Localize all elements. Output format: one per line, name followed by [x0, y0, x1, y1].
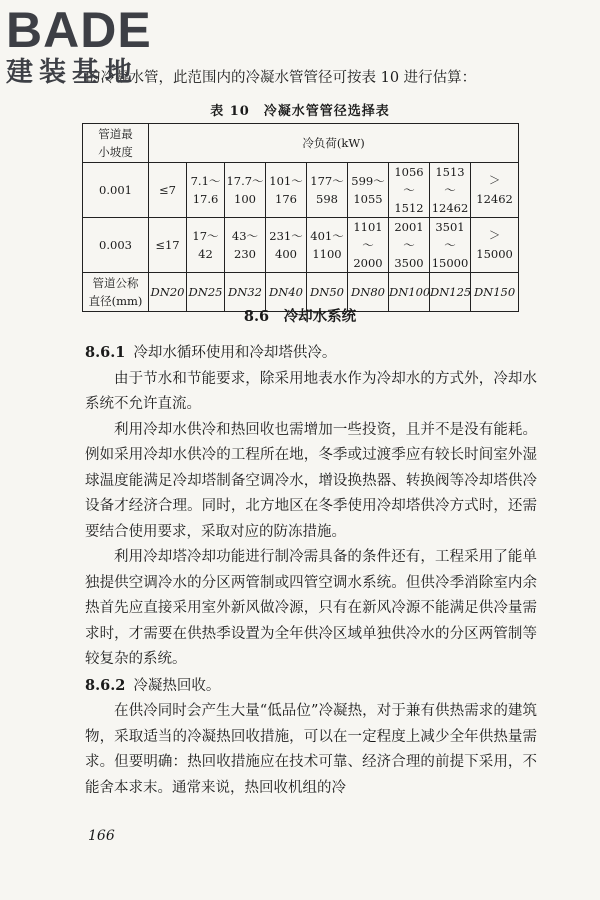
header-slope-line2: 小坡度	[98, 145, 133, 159]
paragraph: 由于节水和节能要求，除采用地表水作为冷却水的方式外，冷却水系统不允许直流。	[85, 370, 537, 412]
intro-line: 的冷凝水管，此范围内的冷凝水管管径可按表 10 进行估算：	[86, 70, 477, 86]
table-cell	[307, 163, 348, 218]
cell-bottom: 2000	[353, 256, 383, 270]
cell-top: 7.1～	[190, 174, 221, 188]
cell-bottom: 17.6	[192, 192, 219, 206]
table-row	[83, 163, 519, 218]
watermark-subtitle: 建装基地	[6, 57, 138, 88]
row-slope: 0.003	[83, 218, 149, 273]
table-cell: ＞15000	[471, 218, 519, 273]
page-number: 166	[88, 828, 115, 844]
cell-top: 401～	[310, 229, 344, 243]
cell-top: 599～	[351, 174, 385, 188]
dn-cell: DN40	[266, 273, 307, 312]
dn-cell: DN125	[430, 273, 471, 312]
table-cell	[225, 218, 266, 273]
body-text	[85, 340, 537, 801]
dn-header-line1: 管道公称	[92, 276, 139, 290]
table-cell	[266, 218, 307, 273]
table-cell	[430, 218, 471, 273]
dn-cell: DN20	[149, 273, 187, 312]
cell-top: 1101～	[353, 220, 383, 252]
clause-heading: 冷却水循环使用和冷却塔供冷。	[133, 345, 337, 361]
cell-top: 1513～	[435, 165, 465, 197]
cell-bottom: 598	[316, 192, 338, 206]
condensate-pipe-table	[82, 123, 519, 312]
table-cell	[389, 218, 430, 273]
cell-bottom: 100	[234, 192, 256, 206]
cell-top: 2001～	[394, 220, 424, 252]
cell-top: 17～	[192, 229, 219, 243]
cell-top: 43～	[231, 229, 259, 243]
table-cell: ≤7	[149, 163, 187, 218]
row-slope: 0.001	[83, 163, 149, 218]
section-title: 8.6 冷却水系统	[243, 308, 357, 325]
table-cell	[187, 163, 225, 218]
table-header-row	[83, 124, 519, 163]
table-cell	[225, 163, 266, 218]
cell-top: 3501～	[435, 220, 465, 252]
dn-cell: DN32	[225, 273, 266, 312]
clause-number: 8.6.2	[85, 676, 126, 694]
table-cell	[348, 163, 389, 218]
clause-heading: 冷凝热回收。	[133, 677, 221, 694]
header-slope-line1: 管道最	[98, 127, 133, 141]
table-cell: ≤17	[149, 218, 187, 273]
paragraph: 利用冷却塔冷却功能进行制冷需具备的条件还有，工程采用了能单独提供空调冷水的分区两管制或四管空调水系统。但供冷季消除室内余热首先应直接采用室外新风做冷源，只有在新风冷源不能满足供冷量需求时，才需要在供热季设置为全年供冷区域单独供冷水的分区两管制等较复杂的系统。	[85, 549, 537, 667]
cell-top: 231～	[269, 229, 303, 243]
clause-8-6-2	[85, 673, 537, 700]
cell-bottom: 15000	[431, 256, 469, 270]
cell-bottom: 176	[275, 192, 297, 206]
clause-8-6-1	[85, 340, 537, 367]
cell-bottom: 42	[198, 247, 213, 261]
dn-cell: DN25	[187, 273, 225, 312]
table-cell	[266, 163, 307, 218]
dn-header-line2: 直径(mm)	[88, 294, 143, 308]
watermark-logo	[6, 4, 152, 88]
cell-bottom: 1512	[394, 201, 424, 215]
table-row	[83, 218, 519, 273]
table-title: 表 10 冷凝水管管径选择表	[210, 104, 390, 119]
cell-top: 1056～	[394, 165, 424, 197]
cell-top: 101～	[269, 174, 303, 188]
table-cell: ＞12462	[471, 163, 519, 218]
dn-cell: DN80	[348, 273, 389, 312]
table-cell	[430, 163, 471, 218]
table-cell	[187, 218, 225, 273]
table-cell	[348, 218, 389, 273]
cell-top: 177～	[310, 174, 344, 188]
cell-bottom: 1055	[353, 192, 383, 206]
cell-bottom: 400	[275, 247, 297, 261]
cell-top: 17.7～	[226, 174, 264, 188]
table-cell	[389, 163, 430, 218]
cell-bottom: 230	[234, 247, 256, 261]
cell-bottom: 3500	[394, 256, 424, 270]
paragraph: 在供冷同时会产生大量“低品位”冷凝热，对于兼有供热需求的建筑物，采取适当的冷凝热回收措施，可以在一定程度上减少全年供热量需求。但要明确：热回收措施应在技术可靠、经济合理的前提下采用，不能舍本求末。通常来说，热回收机组的冷	[85, 703, 537, 796]
table-cell	[307, 218, 348, 273]
dn-cell: DN150	[471, 273, 519, 312]
dn-cell: DN100	[389, 273, 430, 312]
paragraph: 利用冷却水供冷和热回收也需增加一些投资，且并不是没有能耗。例如采用冷却水供冷的工程所在地，冬季或过渡季应有较长时间室外湿球温度能满足冷却塔制备空调冷水，增设换热器、转换阀等冷却塔供冷设备才经济合理。同时，北方地区在冬季使用冷却塔供冷方式时，还需要结合使用要求，采取对应的防冻措施。	[85, 421, 537, 540]
watermark-logo-text: BADE	[6, 2, 152, 58]
clause-number: 8.6.1	[85, 344, 126, 361]
cell-bottom: 1100	[312, 247, 342, 261]
dn-cell: DN50	[307, 273, 348, 312]
header-slope	[83, 124, 149, 163]
header-load: 冷负荷(kW)	[149, 124, 519, 163]
cell-bottom: 12462	[431, 201, 469, 215]
